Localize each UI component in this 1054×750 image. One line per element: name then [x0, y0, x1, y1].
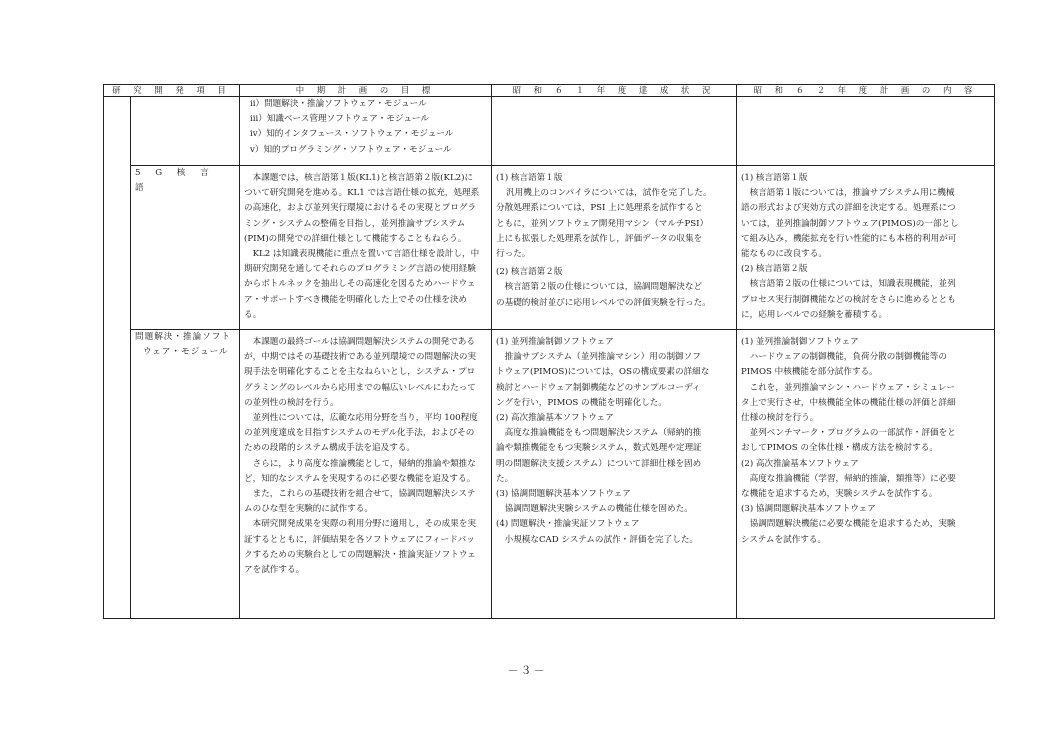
- plan-line: 高度な推論機能（学習，帰納的推論，類推等）に必要: [741, 473, 956, 484]
- plan-line: これを，並列推論マシン・ハードウェア・シミュレー: [741, 382, 956, 393]
- status-line: 核言語第２版の仕様については，協調問題解決など: [496, 282, 703, 293]
- status-line: 明の問題解決支援システム）について詳細仕様を固め: [496, 458, 702, 469]
- status-line: 上にも拡張した処理系を試作し，評価データの収集を: [496, 233, 703, 244]
- plan-heading: (3) 協調問題解決基本ソフトウェア: [741, 504, 876, 515]
- table-row: [104, 166, 995, 330]
- goal-line: さらに，より高度な推論機能として，帰納的推論や類推な: [244, 458, 476, 469]
- plan-heading: (2) 核言語第２版: [741, 264, 808, 275]
- header-fy62-plan: 昭 和 ６ ２ 年 度 計 画 の 内 容: [737, 85, 995, 97]
- plan-line: タ上で実行させ，中核機能全体の機能仕様の評価と詳細: [741, 397, 956, 408]
- goal-line: ための段階的システム構成手法を追及する。: [244, 443, 416, 454]
- status-line: ングを行い，PIMOS の機能を明確化した。: [496, 397, 667, 408]
- goal-line: 証するとともに，評価結果を各ソフトウェアにフィードバッ: [244, 534, 475, 545]
- plan-cell: [737, 97, 995, 166]
- research-plan-table: [103, 84, 995, 619]
- item-cell-continued: [131, 97, 240, 166]
- goal-line: の並列性の検討を行う。: [244, 397, 339, 408]
- status-line: 汎用機上のコンパイラについては，試作を完了した。: [506, 188, 712, 199]
- goal-line: ど，知的なシステムを実現するのに必要な機能を追及する。: [244, 473, 476, 484]
- plan-line: 核言語第２版の仕様については，知識表現機能，並列: [741, 279, 956, 290]
- plan-line: システムを試作する。: [741, 534, 827, 545]
- table-row: [104, 330, 995, 619]
- goal-line: 本研究開発成果を実際の利用分野に適用し，その成果を実: [244, 519, 477, 530]
- status-heading: (3) 協調問題解決基本ソフトウェア: [496, 489, 631, 500]
- plan-cell: [737, 330, 995, 619]
- header-research-item: 研 究 開 発 項 目: [104, 85, 240, 97]
- status-heading: (2) 核言語第２版: [496, 267, 563, 278]
- goal-line: iii）知識ベース管理ソフトウェア・モジュール: [250, 114, 430, 125]
- plan-line: 核言語第１版については，推論サブシステム用に機械: [741, 188, 955, 199]
- status-cell: [492, 166, 737, 330]
- goal-cell: [240, 166, 492, 330]
- status-line: 協調問題解決実験システムの機能仕様を固めた。: [496, 504, 693, 515]
- plan-line: 協調問題解決機能に必要な機能を追求するため，実験: [741, 519, 956, 530]
- status-line: ともに，並列ソフトウェア開発用マシン（マルチPSI）: [496, 218, 709, 229]
- goal-line: 現手法を明確化することを主なねらいとし，システム・プロ: [244, 367, 476, 378]
- goal-line: (PIM)の開発での詳細仕様として機能することもねらう。: [244, 233, 467, 244]
- goal-line: 期研究開発を通してそれらのプログラミング言語の使用経験: [244, 264, 476, 275]
- plan-line: プロセス実行制御機能などの検討をさらに進めるととも: [741, 294, 956, 305]
- plan-line: 能なものに改良する。: [741, 249, 827, 260]
- plan-heading: (1) 核言語第１版: [741, 173, 808, 183]
- header-midterm-goal: 中 期 計 画 の 目 標: [240, 85, 492, 97]
- plan-line: 語の形式および実効方式の詳細を決定する。処理系につ: [741, 203, 956, 214]
- goal-line: ミング・システムの整備を目指し，並列推論サブシステム: [244, 218, 466, 229]
- goal-line: ムのひな型を実験的に試作する。: [244, 504, 373, 515]
- plan-line: ハードウェアの制御機能，負荷分散の制御機能等の: [741, 352, 947, 363]
- status-heading: (1) 核言語第１版: [496, 173, 563, 183]
- goal-line: グラミングのレベルから応用までの幅広いレベルにわたって: [244, 382, 476, 393]
- goal-cell: [240, 330, 492, 619]
- status-line: 検討とハードウェア制御機能などのサンプルコーディ: [496, 382, 701, 393]
- item-cell-5g-kernel-language: 5 G 核 言 語: [131, 166, 240, 330]
- status-cell: [492, 97, 737, 166]
- goal-line: の高速化，および並列実行環境におけるその実現とプログラ: [244, 203, 477, 214]
- goal-line: クするための実験台としての問題解決・推論実証ソフトウェ: [244, 549, 476, 560]
- status-line: 推論サブシステム（並列推論マシン）用の制御ソフ: [496, 352, 701, 363]
- goal-line: 本課題では，核言語第１版(KL1)と核言語第２版(KL2)に: [244, 173, 474, 183]
- item-line: 問題解決・推論ソフト: [135, 332, 231, 342]
- page-number: －３－: [507, 664, 547, 677]
- goal-line: iv）知的インタフェース・ソフトウェア・モジュール: [250, 129, 454, 140]
- plan-line: PIMOS 中核機能を部分試作する。: [741, 367, 878, 378]
- plan-line: な機能を追求するため，実験システムを試作する。: [741, 489, 938, 500]
- plan-line: 並列ベンチマーク・プログラムの一部試作・評価をと: [741, 428, 956, 439]
- status-line: の基礎的検討並びに応用レベルでの評価実験を行った。: [496, 297, 711, 308]
- item-line: ウェア・モジュール: [143, 347, 229, 358]
- header-fy61-status: 昭 和 ６ １ 年 度 達 成 状 況: [492, 85, 737, 97]
- plan-heading: (2) 高次推論基本ソフトウェア: [741, 458, 859, 469]
- goal-line: また，これらの基礎技術を組合せて，協調問題解決システ: [244, 489, 476, 500]
- status-heading: (2) 高次推論基本ソフトウェア: [496, 413, 614, 424]
- status-heading: (4) 問題解決・推論実証ソフトウェア: [496, 519, 640, 530]
- goal-line: ア・サポートすべき機能を明確化した上でその仕様を決め: [244, 294, 468, 305]
- status-line: 行った。: [496, 249, 531, 260]
- status-cell: [492, 330, 737, 619]
- goal-line: 並列性については，広範な応用分野を当り，平均 100程度: [244, 413, 478, 424]
- narrow-left-cell: [104, 97, 131, 619]
- item-cell-problem-solving-inference: [131, 330, 240, 619]
- goal-line: からボトルネックを抽出しその高速化を図るためハードウェ: [244, 279, 476, 290]
- goal-line: ついて研究開発を進める。KL1 では言語仕様の拡充，処理系: [244, 188, 480, 199]
- goal-line: る。: [244, 309, 262, 320]
- plan-line: おしてPIMOS の全体仕様・構成方法を検討する。: [741, 443, 938, 454]
- plan-line: に，応用レベルでの経験を蓄積する。: [741, 309, 888, 320]
- status-line: 論や類推機能をもつ実験システム，数式処理や定理証: [496, 443, 702, 454]
- goal-line: が，中期ではその基礎技術である並列環境での問題解決の実: [244, 352, 477, 363]
- plan-heading: (1) 並列推論制御ソフトウェア: [741, 337, 859, 347]
- status-line: 小規模なCAD システムの試作・評価を完了した。: [496, 534, 699, 545]
- table-header-row: [104, 85, 995, 97]
- goal-line: の並列度達成を目指すシステムのモデル化手法，およびその: [244, 428, 475, 439]
- table-row: [104, 97, 995, 166]
- plan-cell: [737, 166, 995, 330]
- plan-line: いては，並列推論制御ソフトウェア(PIMOS)の一部とし: [741, 218, 959, 229]
- goal-line: ii）問題解決・推論ソフトウェア・モジュール: [250, 99, 427, 109]
- status-heading: (1) 並列推論制御ソフトウェア: [496, 337, 614, 347]
- status-line: 高度な推論機能をもつ問題解決システム（帰納的推: [496, 428, 702, 439]
- goal-cell: [240, 97, 492, 166]
- goal-line: 本課題の最終ゴールは協調問題解決システムの開発である: [244, 337, 476, 347]
- status-line: 分散処理系については，PSI 上に処理系を試作すると: [496, 203, 703, 214]
- status-line: た。: [496, 473, 514, 484]
- plan-line: て組み込み，機能拡充を行い性能的にも本格的利用が可: [741, 233, 957, 244]
- goal-line: v）知的プログラミング・ソフトウェア・モジュール: [250, 144, 452, 155]
- plan-line: 仕様の検討を行う。: [741, 413, 819, 424]
- goal-line: アを試作する。: [244, 565, 305, 576]
- goal-line: KL2 は知識表現機能に重点を置いて言語仕様を設計し，中: [244, 249, 480, 260]
- status-line: トウェア(PIMOS)については，OSの構成要素の詳細な: [496, 367, 710, 378]
